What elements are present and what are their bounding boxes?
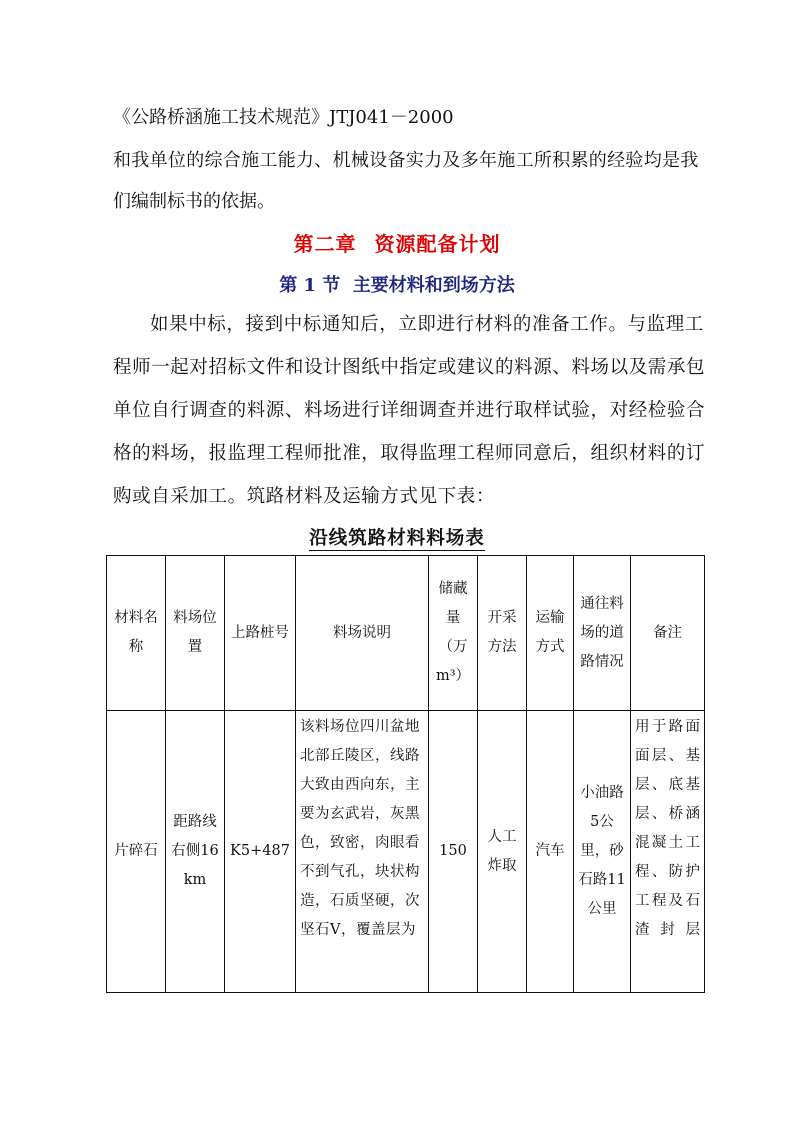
paragraph-line: 程师一起对招标文件和设计图纸中指定或建议的料源、料场以及需承包 bbox=[113, 357, 706, 378]
header-road: 通往料场的道路情况 bbox=[574, 556, 631, 711]
header-location: 料场位置 bbox=[166, 556, 225, 711]
body-paragraph bbox=[113, 303, 713, 518]
section-number: 第 1 节 bbox=[279, 275, 341, 296]
cell-location: 距路线右侧16km bbox=[166, 711, 225, 993]
cell-reserves: 150 bbox=[429, 711, 478, 993]
cell-material: 片碎石 bbox=[107, 711, 166, 993]
section-title: 主要材料和到场方法 bbox=[352, 275, 515, 296]
section-heading bbox=[0, 271, 794, 297]
table-title: 沿线筑路材料料场表 bbox=[309, 528, 485, 549]
cell-transport: 汽车 bbox=[527, 711, 574, 993]
cell-road: 小油路5公里，砂石路11公里 bbox=[574, 711, 631, 993]
header-transport: 运输方式 bbox=[527, 556, 574, 711]
chapter-number: 第二章 bbox=[293, 232, 357, 256]
header-station: 上路桩号 bbox=[225, 556, 296, 711]
header-reserves: 储藏量（万m³） bbox=[429, 556, 478, 711]
paragraph-line: 购或自采加工。筑路材料及运输方式见下表： bbox=[113, 486, 496, 507]
intro-text-line: 和我单位的综合施工能力、机械设备实力及多年施工所积累的经验均是我 bbox=[113, 150, 699, 171]
header-description: 料场说明 bbox=[296, 556, 429, 711]
cell-method: 人工炸取 bbox=[478, 711, 527, 993]
table-row bbox=[107, 711, 705, 993]
header-material: 材料名称 bbox=[107, 556, 166, 711]
intro-text-line: 们编制标书的依据。 bbox=[113, 191, 275, 212]
chapter-title: 资源配备计划 bbox=[374, 232, 501, 256]
cell-remarks: 用于路面面层、基层、底基层、桥涵混凝土工程、防护工程及石渣封层 bbox=[631, 711, 705, 993]
cell-description: 该料场位四川盆地北部丘陵区，线路大致由西向东，主要为玄武岩，灰黑色，致密，肉眼看不到气孔，块状构造，石质坚硬，次坚石Ⅴ，覆盖层为 bbox=[296, 711, 429, 993]
cell-station: K5+487 bbox=[225, 711, 296, 993]
chapter-heading bbox=[0, 228, 794, 257]
paragraph-line: 如果中标，接到中标通知后，立即进行材料的准备工作。与监理工 bbox=[150, 314, 704, 335]
paragraph-line: 单位自行调查的料源、料场进行详细调查并进行取样试验，对经检验合 bbox=[113, 400, 706, 421]
header-remarks: 备注 bbox=[631, 556, 705, 711]
materials-table bbox=[106, 555, 705, 993]
paragraph-line: 格的料场，报监理工程师批准，取得监理工程师同意后，组织材料的订 bbox=[113, 443, 706, 464]
header-method: 开采方法 bbox=[478, 556, 527, 711]
table-header-row bbox=[107, 556, 705, 711]
reference-line: 《公路桥涵施工技术规范》JTJ041－2000 bbox=[113, 107, 454, 128]
